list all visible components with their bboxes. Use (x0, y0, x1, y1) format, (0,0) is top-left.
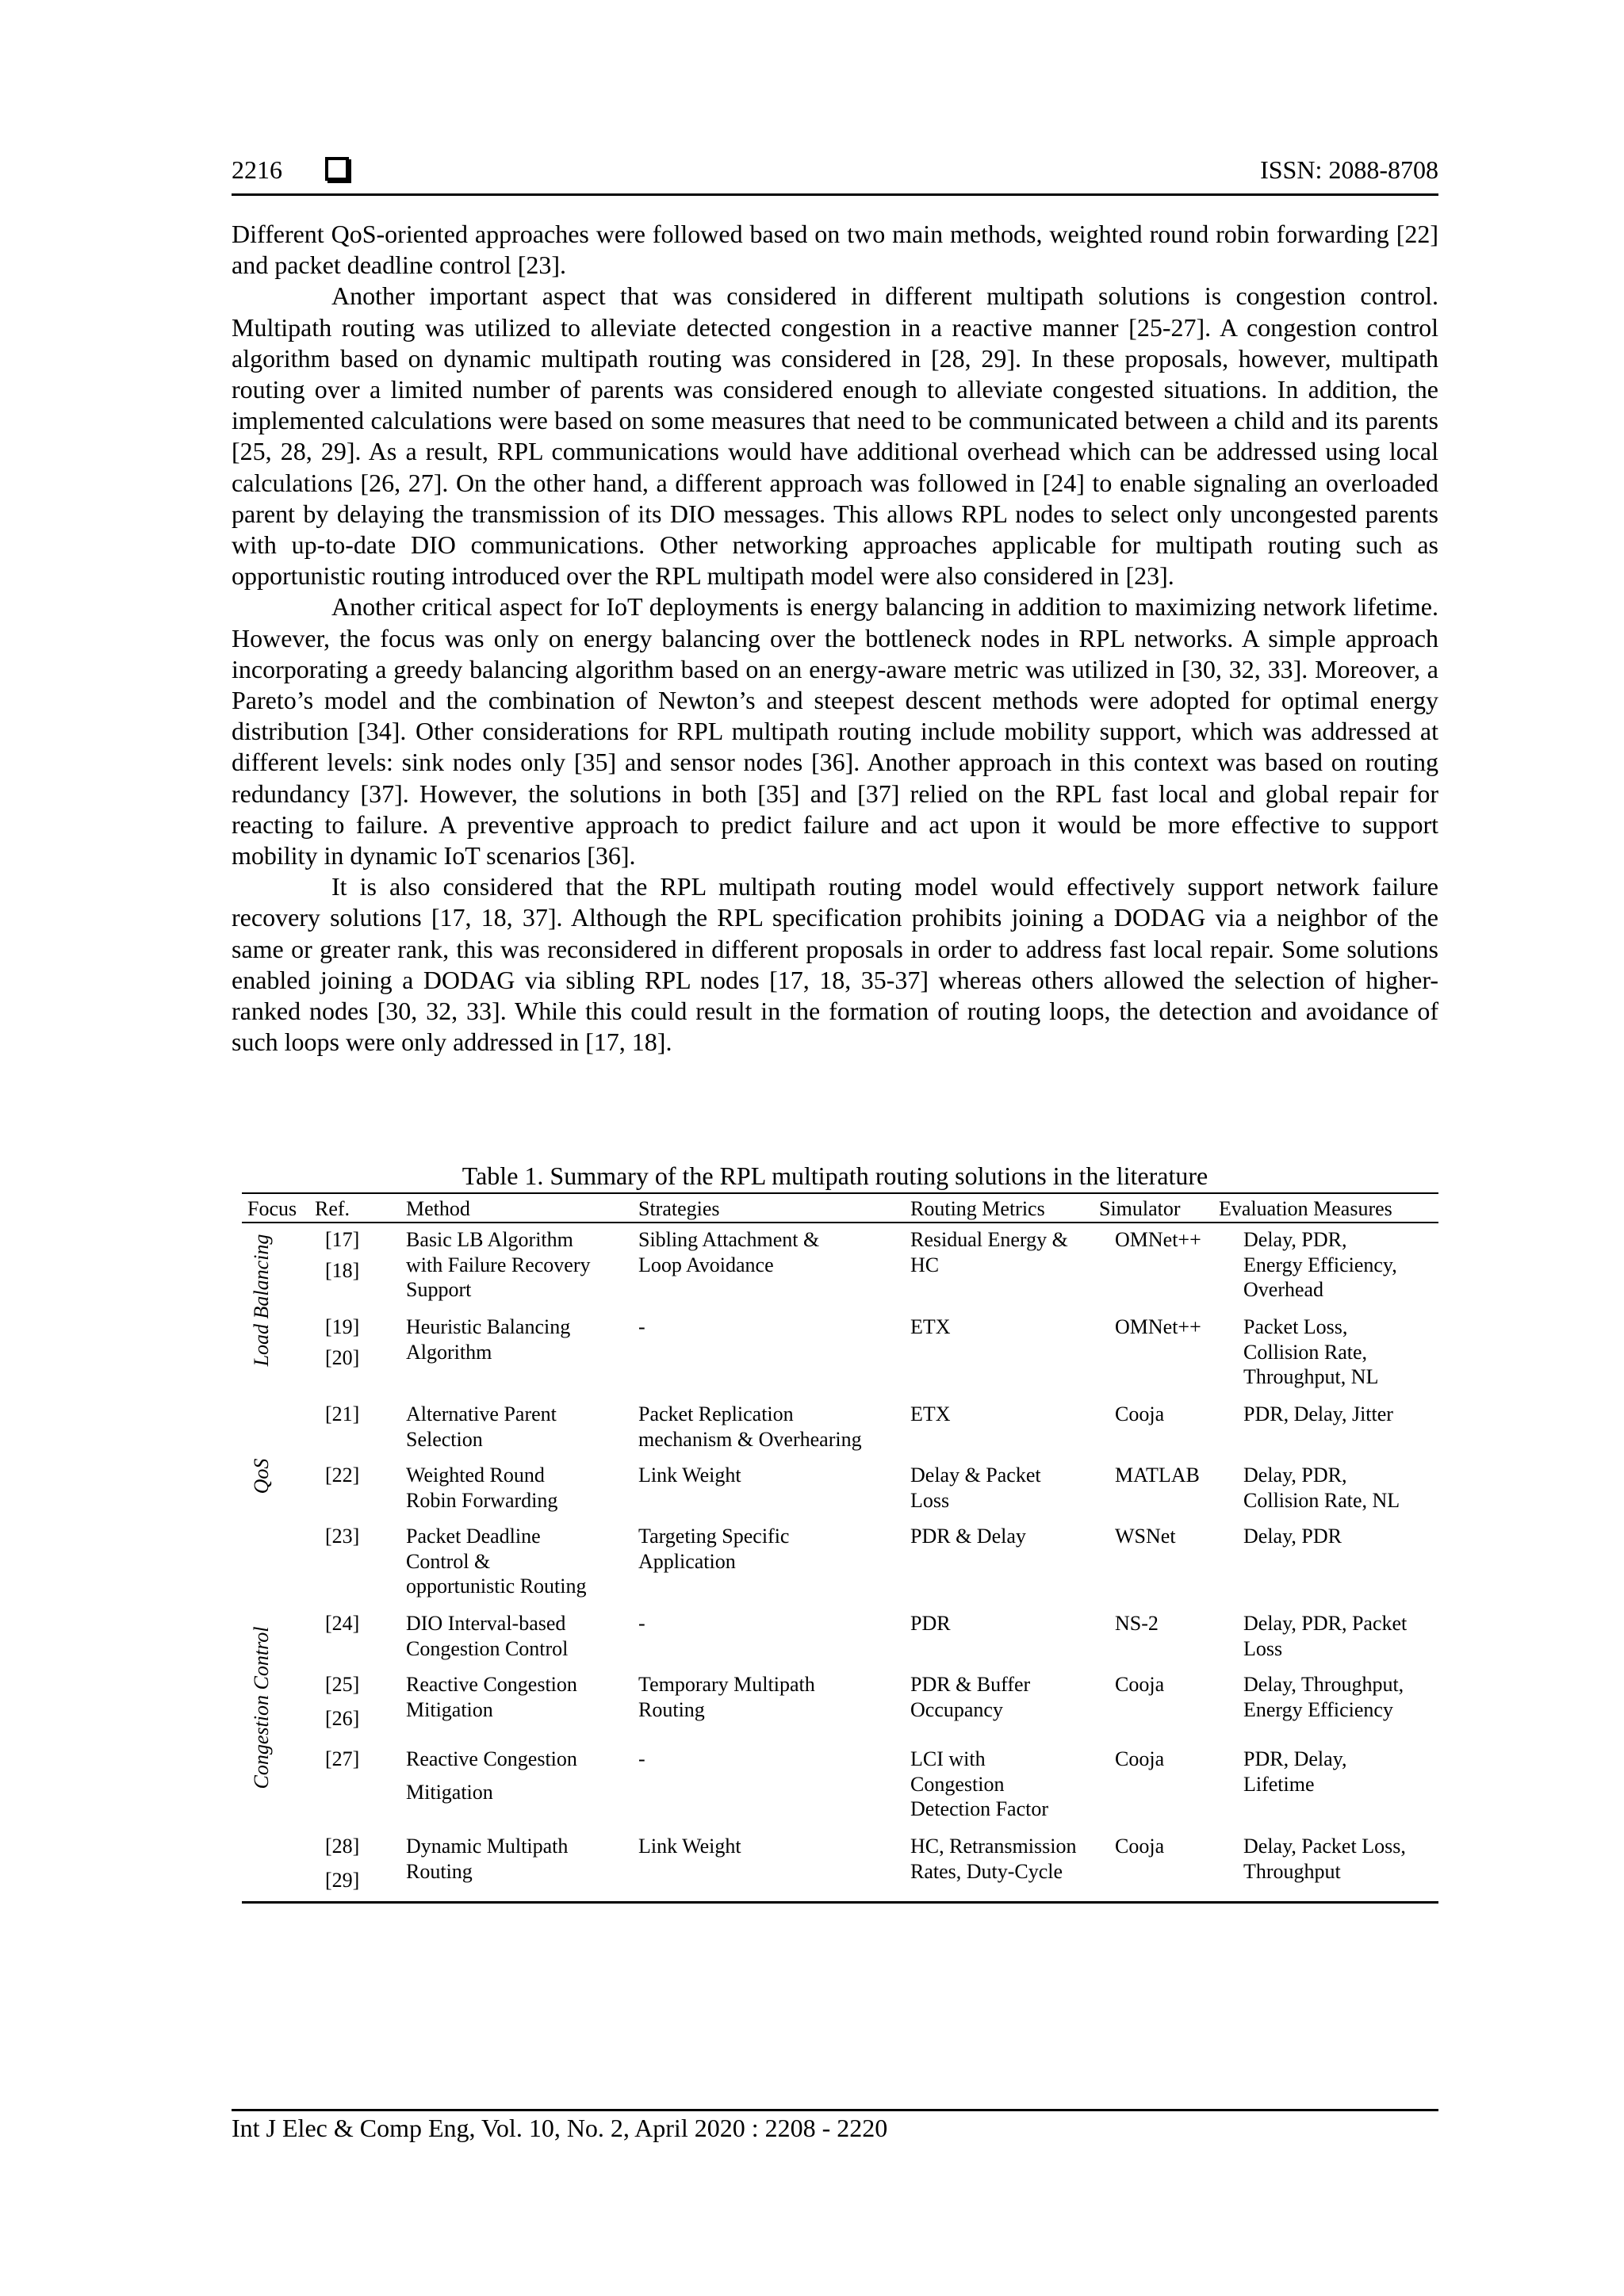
simulator-cell: Cooja (1115, 1747, 1165, 1770)
evaluation-cell: PDR, Delay, Jitter (1243, 1402, 1393, 1425)
method-cell: Algorithm (406, 1340, 492, 1364)
ref-cell: [21] (325, 1402, 360, 1425)
evaluation-cell: Collision Rate, (1243, 1340, 1367, 1364)
evaluation-cell: Delay, Throughput, (1243, 1673, 1404, 1696)
ref-cell: [23] (325, 1525, 360, 1548)
strategies-cell: Temporary Multipath (638, 1673, 815, 1696)
ref-cell: [18] (325, 1259, 360, 1282)
page-number: 2216 (232, 155, 282, 184)
metrics-cell: Detection Factor (910, 1797, 1048, 1820)
strategies-cell: - (638, 1747, 645, 1770)
metrics-cell: Occupancy (910, 1697, 1003, 1721)
ref-cell: [26] (325, 1707, 360, 1730)
method-cell: Robin Forwarding (406, 1488, 558, 1512)
ref-cell: [22] (325, 1464, 360, 1487)
method-cell: Mitigation (406, 1697, 493, 1721)
metrics-cell: Loss (910, 1488, 950, 1512)
metrics-cell: LCI with (910, 1747, 986, 1770)
method-cell: with Failure Recovery (406, 1253, 591, 1276)
method-cell: Weighted Round (406, 1464, 545, 1487)
strategies-cell: Packet Replication (638, 1402, 794, 1425)
metrics-cell: PDR (910, 1612, 951, 1635)
ref-cell: [29] (325, 1869, 360, 1892)
strategies-cell: - (638, 1315, 645, 1338)
metrics-cell: PDR & Buffer (910, 1673, 1031, 1696)
method-cell: Basic LB Algorithm (406, 1228, 573, 1251)
evaluation-cell: Delay, Packet Loss, (1243, 1835, 1406, 1858)
table-header-strategies: Strategies (638, 1197, 720, 1220)
metrics-cell: HC (910, 1253, 940, 1276)
ref-cell: [25] (325, 1673, 360, 1696)
ref-cell: [27] (325, 1747, 360, 1770)
paragraph: Another critical aspect for IoT deployments is energy balancing in addition to maximizing network lifetime. However, the focus was only on energy balancing over the bottleneck nodes in RPL networks. A simple approach incorporating a greedy balancing algorithm based on an energy-aware metric was utilized in [30, 32, 33]. Moreover, a Pareto’s model and the combination of Newton’s and steepest descent methods were adopted for optimal energy distribution [34]. Other considerations for RPL multipath routing include mobility support, which was addressed at different levels: sink nodes only [35] and sensor nodes [36]. Another approach in this context was based on routing redundancy [37]. However, the solutions in both [35] and [37] relied on the RPL fast local and global repair for reacting to failure. A preventive approach to predict failure and act upon it would be more effective to support mobility in dynamic IoT scenarios [36]. (232, 592, 1438, 871)
evaluation-cell: Delay, PDR, (1243, 1228, 1347, 1251)
simulator-cell: MATLAB (1115, 1464, 1200, 1487)
metrics-cell: Rates, Duty-Cycle (910, 1859, 1063, 1883)
footer-citation: Int J Elec & Comp Eng, Vol. 10, No. 2, April 2020 : 2208 - 2220 (232, 2114, 888, 2142)
strategies-cell: mechanism & Overhearing (638, 1427, 862, 1451)
simulator-cell: WSNet (1115, 1525, 1176, 1548)
evaluation-cell: Throughput, NL (1243, 1365, 1379, 1388)
focus-group-label: QoS (250, 1458, 273, 1494)
method-cell: Congestion Control (406, 1636, 569, 1660)
metrics-cell: HC, Retransmission (910, 1835, 1077, 1858)
evaluation-cell: Delay, PDR, Packet (1243, 1612, 1408, 1635)
strategies-cell: Targeting Specific (638, 1525, 790, 1548)
paragraph: Another important aspect that was considered in different multipath solutions is congestion control. Multipath routing was utilized to alleviate detected congestion in a reactive manner [25-27]. A congestion control algorithm based on dynamic multipath routing was considered in [28, 29]. In these proposals, however, multipath routing over a limited number of parents was considered enough to alleviate congested situations. In addition, the implemented calculations were based on some measures that need to be communicated between a child and its parents [25, 28, 29]. As a result, RPL communications would have additional overhead which can be addressed using local calculations [26, 27]. On the other hand, a different approach was followed in [24] to enable signaling an overloaded parent by delaying the transmission of its DIO messages. This allows RPL nodes to select only uncongested parents with up-to-date DIO communications. Other networking approaches applicable for multipath routing such as opportunistic routing introduced over the RPL multipath model were also considered in [23]. (232, 281, 1438, 591)
metrics-cell: ETX (910, 1402, 951, 1425)
evaluation-cell: Collision Rate, NL (1243, 1488, 1400, 1512)
strategies-cell: Application (638, 1549, 736, 1573)
method-cell: Reactive Congestion (406, 1673, 577, 1696)
simulator-cell: OMNet++ (1115, 1315, 1201, 1338)
ref-cell: [24] (325, 1612, 360, 1635)
evaluation-cell: Loss (1243, 1636, 1283, 1660)
evaluation-cell: Energy Efficiency, (1243, 1253, 1397, 1276)
method-cell: Packet Deadline (406, 1525, 541, 1548)
simulator-cell: OMNet++ (1115, 1228, 1201, 1251)
focus-group-label: Congestion Control (250, 1626, 273, 1789)
ref-cell: [20] (325, 1346, 360, 1369)
strategies-cell: Routing (638, 1697, 705, 1721)
evaluation-cell: Delay, PDR (1243, 1525, 1342, 1548)
method-cell: Mitigation (406, 1781, 493, 1804)
paragraph: Different QoS-oriented approaches were followed based on two main methods, weighted round robin forwarding [22] and packet deadline control [23]. (232, 220, 1438, 280)
table-bottom-rule (242, 1901, 1438, 1904)
metrics-cell: ETX (910, 1315, 951, 1338)
table-header-method: Method (406, 1197, 470, 1220)
method-cell: Reactive Congestion (406, 1747, 577, 1770)
strategies-cell: Loop Avoidance (638, 1253, 774, 1276)
strategies-cell: Link Weight (638, 1464, 741, 1487)
method-cell: Heuristic Balancing (406, 1315, 571, 1338)
simulator-cell: Cooja (1115, 1835, 1165, 1858)
simulator-cell: Cooja (1115, 1402, 1165, 1425)
method-cell: Alternative Parent (406, 1402, 557, 1425)
evaluation-cell: Delay, PDR, (1243, 1464, 1347, 1487)
ref-cell: [28] (325, 1835, 360, 1858)
evaluation-cell: PDR, Delay, (1243, 1747, 1347, 1770)
evaluation-cell: Overhead (1243, 1278, 1324, 1301)
evaluation-cell: Packet Loss, (1243, 1315, 1348, 1338)
footer-rule (232, 2109, 1438, 2111)
evaluation-cell: Energy Efficiency (1243, 1697, 1393, 1721)
strategies-cell: Sibling Attachment & (638, 1228, 820, 1251)
strategies-cell: Link Weight (638, 1835, 741, 1858)
table-header-ref: Ref. (315, 1197, 350, 1220)
method-cell: opportunistic Routing (406, 1575, 587, 1598)
metrics-cell: Residual Energy & (910, 1228, 1068, 1251)
paragraph: It is also considered that the RPL multipath routing model would effectively support network failure recovery solutions [17, 18, 37]. Although the RPL specification prohibits joining a DODAG via a neighbor of the same or greater rank, this was reconsidered in different proposals in order to address fast local repair. Some solutions enabled joining a DODAG via sibling RPL nodes [17, 18, 35-37] whereas others allowed the selection of higher-ranked nodes [30, 32, 33]. While this could result in the formation of routing loops, the detection and avoidance of such loops were only addressed in [17, 18]. (232, 872, 1438, 1057)
table-header-simulator: Simulator (1099, 1197, 1181, 1220)
table-caption: Table 1. Summary of the RPL multipath routing solutions in the literature (462, 1161, 1208, 1190)
method-cell: Control & (406, 1549, 491, 1573)
metrics-cell: PDR & Delay (910, 1525, 1026, 1548)
table-header-focus: Focus (247, 1197, 297, 1220)
method-cell: Support (406, 1278, 472, 1301)
simulator-cell: NS-2 (1115, 1612, 1159, 1635)
method-cell: Selection (406, 1427, 483, 1451)
strategies-cell: - (638, 1612, 645, 1635)
issn-label: ISSN: 2088-8708 (1260, 155, 1438, 184)
ref-cell: [19] (325, 1315, 360, 1338)
metrics-cell: Delay & Packet (910, 1464, 1041, 1487)
ref-cell: [17] (325, 1228, 360, 1251)
evaluation-cell: Throughput (1243, 1859, 1341, 1883)
evaluation-cell: Lifetime (1243, 1772, 1315, 1796)
method-cell: DIO Interval-based (406, 1612, 566, 1635)
table-header-evaluation-measures: Evaluation Measures (1219, 1197, 1392, 1220)
table-header-routing-metrics: Routing Metrics (910, 1197, 1045, 1220)
focus-group-label: Load Balancing (250, 1234, 273, 1367)
simulator-cell: Cooja (1115, 1673, 1165, 1696)
method-cell: Dynamic Multipath (406, 1835, 569, 1858)
metrics-cell: Congestion (910, 1772, 1005, 1796)
method-cell: Routing (406, 1859, 473, 1883)
